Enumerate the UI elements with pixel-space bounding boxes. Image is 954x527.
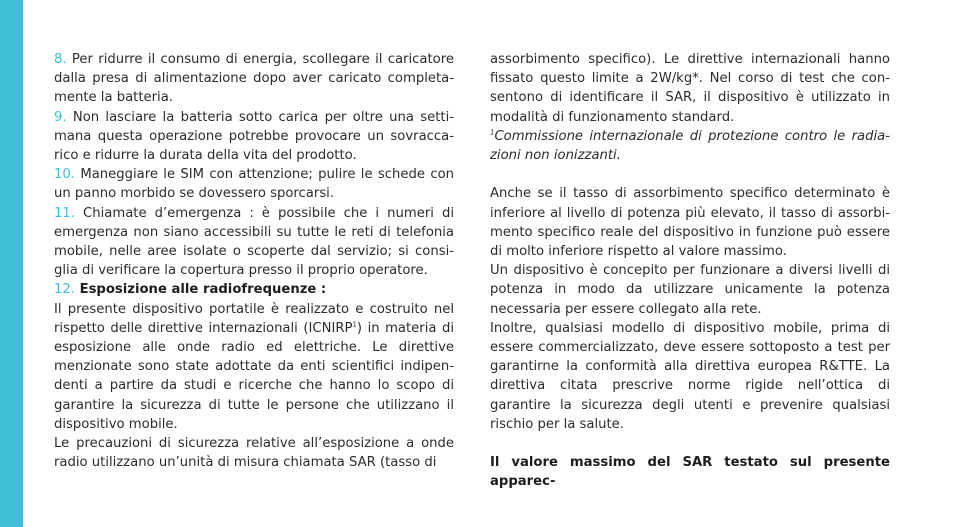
paragraph-text-cont: ) in materia di esposizione alle onde radio ed elettriche. Le direttive menzionate sono state adottate da enti scientifici indipen-denti a partire da studi e ricerche che hanno lo scopo di garantire la sicurezza di tutte le persone che utilizzano il dispositivo mobile. (54, 320, 455, 432)
paragraph-4: Un dispositivo è concepito per funzionare a diversi livelli di potenza in modo da utilizzare unicamente la potenza necessaria per essere collegato alla rete. (490, 263, 890, 317)
item-text: Non lasciare la batteria sotto carica per oltre una setti-mana questa operazione potrebbe provocare un sovracca-rico e ridurre la durata della vita del prodotto. (54, 109, 454, 164)
item-8 (54, 50, 454, 108)
item-text: Per ridurre il consumo di energia, scollegare il caricatore dalla presa di alimentazione dopo aver caricato completa-mente la batteria. (54, 52, 454, 106)
item-number: 8. (54, 52, 67, 67)
paragraph-text: Il presente dispositivo portatile è realizzato e costruito nel rispetto delle direttive internazionali (ICNIRP (54, 301, 454, 336)
item-9 (54, 108, 454, 166)
spacer (490, 165, 890, 184)
footnote-number: 1 (490, 128, 495, 137)
item-10 (54, 165, 454, 203)
right-column (490, 50, 890, 492)
item-number: 10. (54, 167, 75, 183)
spacer (490, 434, 890, 453)
footnote (490, 127, 890, 165)
item-number: 12. (54, 282, 75, 298)
paragraph-3: Anche se il tasso di assorbimento specifico determinato è inferiore al livello di potenza più elevato, il tasso di assorbi-mento specifico reale del dispositivo in funzione può essere di molto inferiore rispetto al valore massimo. (490, 186, 890, 260)
footnote-marker: 1 (352, 320, 357, 329)
item-number: 11. (54, 205, 75, 221)
accent-side-bar (0, 0, 23, 527)
sar-paragraph: Le precauzioni di sicurezza relative all’esposizione a onde radio utilizzano un’unità di misura chiamata SAR (tasso di (54, 436, 454, 471)
sar-paragraph-continued: assorbimento specifico). Le direttive internazionali hanno fissato questo limite a 2W/kg*. Nel corso di test che con-sentono di identificare il SAR, il dispositivo è utilizzato in modalità di funzionamento standard. (490, 52, 890, 125)
footnote-text: Commissione internazionale di protezione contro le radia-zioni non ionizzanti. (490, 128, 890, 164)
item-text: Chiamate d’emergenza : è possibile che i numeri di emergenza non siano accessibili su tutte le reti di telefonia mobile, nelle aree isolate o scoperte dal servizio; si consi-glia di verificare la copertura presso il proprio operatore. (54, 205, 454, 279)
left-column (54, 50, 454, 472)
rf-exposure-paragraph (54, 300, 454, 434)
paragraph-5: Inoltre, qualsiasi modello di dispositivo mobile, prima di essere commercializzato, deve essere sottoposto a test per garantirne la conformità alla direttiva europea R&TTE. La direttiva citata prescrive norme rigide nell’ottica di garantire la sicurezza degli utenti e prevenire qualsiasi rischio per la salute. (490, 320, 890, 432)
item-number: 9. (54, 109, 67, 125)
sar-max-heading: Il valore massimo del SAR testato sul presente apparec- (490, 455, 890, 490)
section-heading: Esposizione alle radiofrequenze : (74, 282, 327, 298)
item-text: Maneggiare le SIM con attenzione; pulire le schede con un panno morbido se dovessero sporcarsi. (54, 167, 454, 202)
item-12 (54, 280, 454, 299)
item-11 (54, 204, 454, 281)
